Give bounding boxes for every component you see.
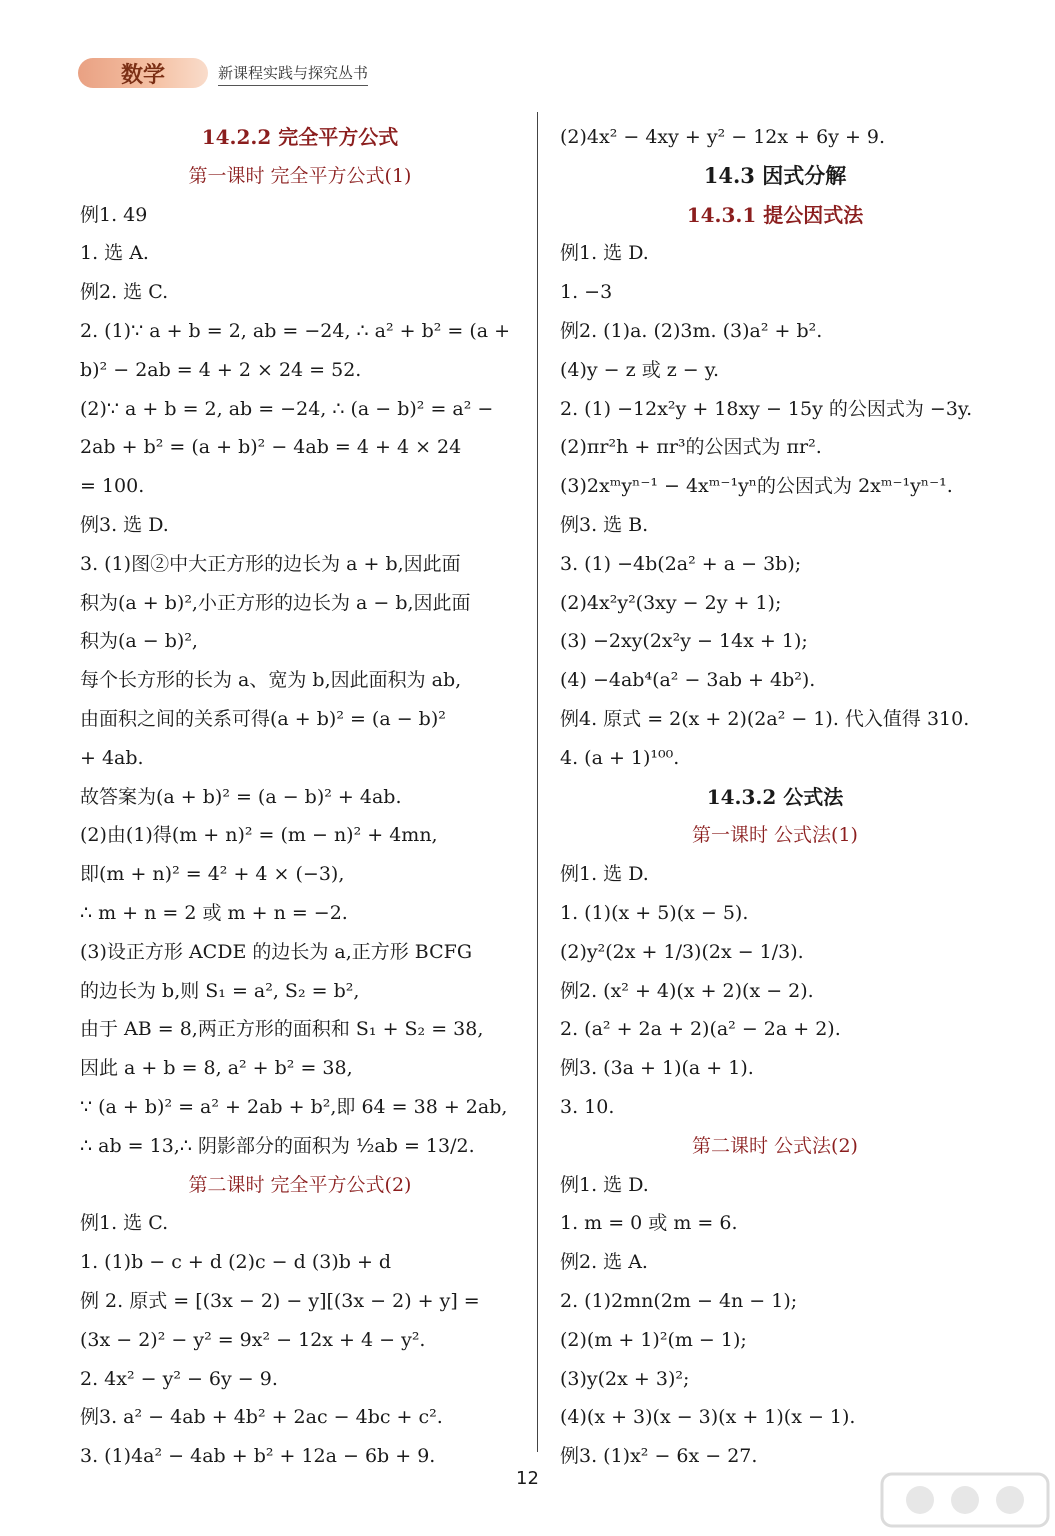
text-line: 例2. 选 A. [560,1251,648,1274]
text-line: (2)πr²h + πr³的公因式为 πr². [560,436,822,459]
subject-badge: 数学 [78,58,208,88]
text-line: 例 2. 原式 = [(3x − 2) − y][(3x − 2) + y] = [80,1289,480,1312]
text-line: 4. (a + 1)¹⁰⁰. [560,746,680,769]
page-number: 12 [516,1468,539,1489]
section-heading: 第一课时 公式法(1) [692,824,858,847]
column-divider [537,112,538,1452]
text-line: 3. (1)4a² − 4ab + b² + 12a − 6b + 9. [80,1445,436,1468]
section-heading: 第一课时 完全平方公式(1) [188,164,412,187]
text-line: (3) −2xy(2x²y − 14x + 1); [560,630,808,653]
text-line: 例2. (x² + 4)(x + 2)(x − 2). [560,979,814,1002]
text-line: 例2. 选 C. [80,281,169,304]
text-line: 1. (1)(x + 5)(x − 5). [560,901,749,924]
text-line: 例3. 选 B. [560,513,649,536]
right-column [560,118,990,1476]
text-line: 2. (1)2mn(2m − 4n − 1); [560,1289,798,1312]
text-line: 3. (1) −4b(2a² + a − 3b); [560,552,802,575]
text-line: 积为(a − b)², [80,630,198,653]
text-line: + 4ab. [80,746,144,769]
text-line: 例3. a² − 4ab + 4b² + 2ac − 4bc + c². [80,1406,443,1429]
text-line: 积为(a + b)²,小正方形的边长为 a − b,因此面 [80,591,471,614]
text-line: (4)(x + 3)(x − 3)(x + 1)(x − 1). [560,1406,856,1429]
text-line: 2. (a² + 2a + 2)(a² − 2a + 2). [560,1018,841,1041]
text-line: 的边长为 b,则 S₁ = a², S₂ = b², [80,979,360,1002]
text-line: 1. (1)b − c + d (2)c − d (3)b + d [80,1251,392,1274]
text-line: (4)y − z 或 z − y. [560,358,719,381]
text-line: (3)y(2x + 3)²; [560,1367,690,1390]
text-line: 例1. 选 D. [560,863,649,886]
text-line: 例1. 选 D. [560,242,649,265]
text-line: 例2. (1)a. (2)3m. (3)a² + b². [560,319,823,342]
section-heading: 14.3.1 提公因式法 [686,202,864,227]
text-line: 例3. (1)x² − 6x − 27. [560,1445,758,1468]
text-line: (2)∵ a + b = 2, ab = −24, ∴ (a − b)² = a² − [80,397,494,420]
text-line: 例3. 选 D. [80,513,169,536]
text-line: 3. 10. [560,1095,615,1118]
text-line: (2)4x² − 4xy + y² − 12x + 6y + 9. [560,126,886,148]
text-line: 3. (1)图②中大正方形的边长为 a + b,因此面 [80,552,461,575]
section-heading: 14.3 因式分解 [703,162,847,188]
text-line: b)² − 2ab = 4 + 2 × 24 = 52. [80,358,362,381]
watermark-logo [880,1470,1050,1530]
text-line: = 100. [80,475,145,498]
text-line: 例4. 原式 = 2(x + 2)(2a² − 1). 代入值得 310. [560,707,970,730]
text-line: 每个长方形的长为 a、宽为 b,因此面积为 ab, [80,669,462,692]
text-line: 由面积之间的关系可得(a + b)² = (a − b)² [80,707,446,730]
text-line: (2)y²(2x + 1/3)(2x − 1/3). [560,940,804,963]
text-line: 1. −3 [560,281,613,304]
text-line: (2)由(1)得(m + n)² = (m − n)² + 4mn, [80,824,438,847]
text-line: (3)2xᵐyⁿ⁻¹ − 4xᵐ⁻¹yⁿ的公因式为 2xᵐ⁻¹yⁿ⁻¹. [560,475,953,498]
text-line: 因此 a + b = 8, a² + b² = 38, [80,1057,353,1080]
section-heading: 14.2.2 完全平方公式 [201,125,399,149]
text-line: 由于 AB = 8,两正方形的面积和 S₁ + S₂ = 38, [80,1018,484,1041]
text-line: 1. m = 0 或 m = 6. [560,1212,738,1235]
text-line: (2)(m + 1)²(m − 1); [560,1328,747,1351]
text-line: 故答案为(a + b)² = (a − b)² + 4ab. [80,785,402,808]
text-line: 即(m + n)² = 4² + 4 × (−3), [80,863,345,886]
text-line: 例1. 选 D. [560,1173,649,1196]
text-line: 例1. 选 C. [80,1212,169,1235]
text-line: 例3. (3a + 1)(a + 1). [560,1057,754,1080]
text-line: (4) −4ab⁴(a² − 3ab + 4b²). [560,669,816,692]
text-line: ∵ (a + b)² = a² + 2ab + b²,即 64 = 38 + 2ab, [80,1095,508,1118]
text-line: ∴ m + n = 2 或 m + n = −2. [80,901,348,924]
text-line: (3)设正方形 ACDE 的边长为 a,正方形 BCFG [80,940,473,963]
left-column [80,118,520,1476]
section-heading: 第二课时 公式法(2) [692,1134,858,1157]
text-line: 例1. 49 [80,203,148,226]
text-line: 2. (1) −12x²y + 18xy − 15y 的公因式为 −3y. [560,397,973,420]
text-line: 2. 4x² − y² − 6y − 9. [80,1367,278,1390]
text-line: (3x − 2)² − y² = 9x² − 12x + 4 − y². [80,1328,426,1351]
text-line: 2ab + b² = (a + b)² − 4ab = 4 + 4 × 24 [80,436,462,459]
page-header [78,56,408,92]
section-heading: 第二课时 完全平方公式(2) [188,1173,412,1196]
text-line: 2. (1)∵ a + b = 2, ab = −24, ∴ a² + b² = (a + [80,319,511,342]
text-line: 1. 选 A. [80,242,149,265]
series-title: 新课程实践与探究丛书 [218,62,368,86]
text-line: (2)4x²y²(3xy − 2y + 1); [560,591,782,614]
text-line: ∴ ab = 13,∴ 阴影部分的面积为 ½ab = 13/2. [80,1134,475,1157]
section-heading: 14.3.2 公式法 [706,784,844,809]
